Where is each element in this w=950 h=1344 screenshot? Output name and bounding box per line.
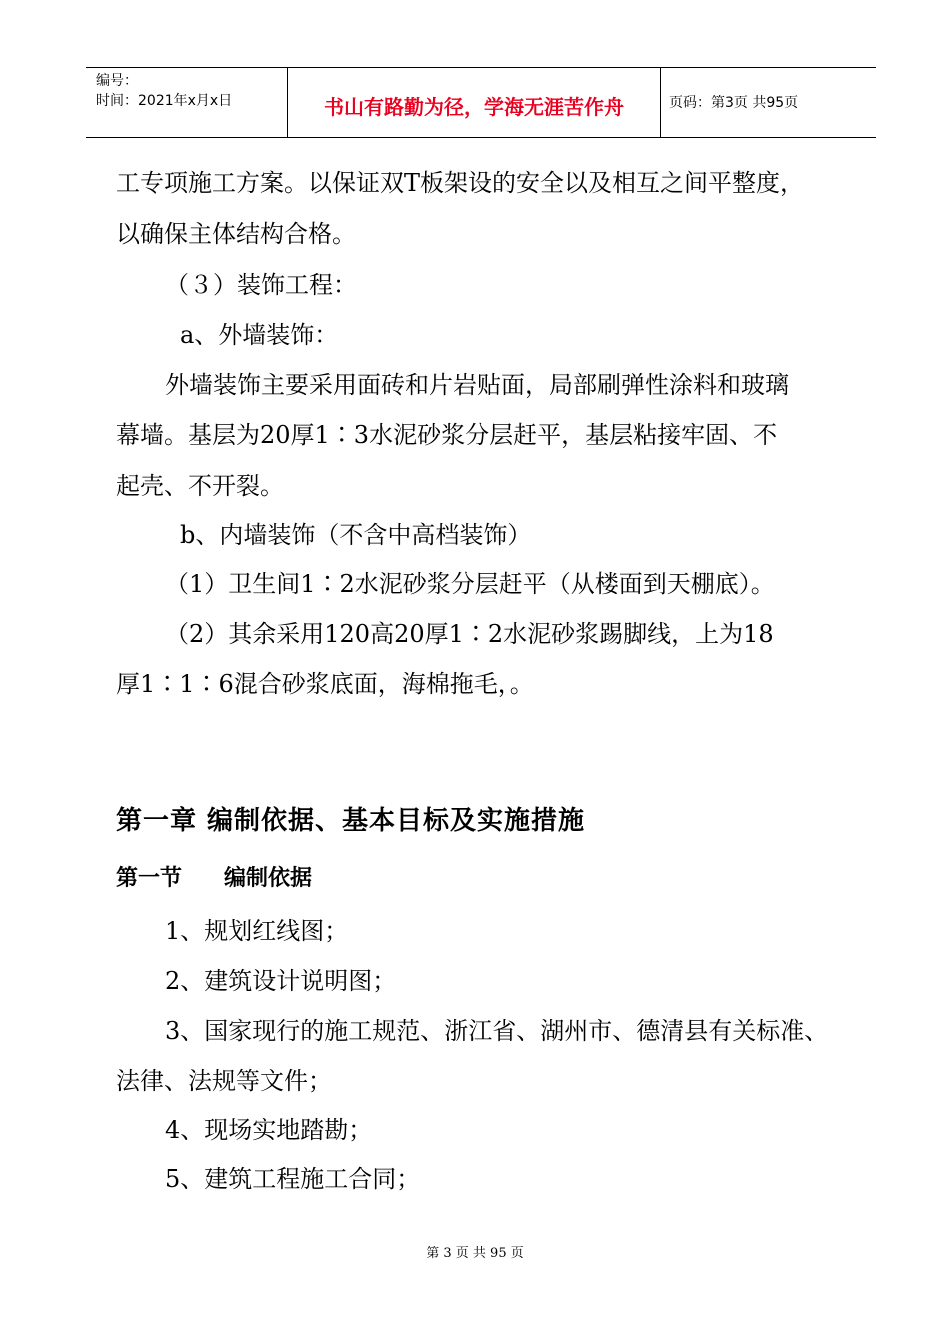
body-line-10: （2）其余采用120高20厚1∶2水泥砂浆踢脚线，上为18	[165, 620, 774, 648]
motto-text: 书山有路勤为径，学海无涯苦作舟	[324, 95, 624, 119]
body-line-2: 以确保主体结构合格。	[116, 220, 356, 248]
header-page-cell	[661, 68, 876, 137]
chapter-title: 第一章 编制依据、基本目标及实施措施	[116, 806, 586, 836]
body-line-7: 起壳、不开裂。	[116, 472, 284, 500]
body-line-3: （３）装饰工程：	[165, 271, 357, 299]
body-line-9: （1）卫生间1∶2水泥砂浆分层赶平（从楼面到天棚底）。	[165, 570, 775, 598]
page-footer: 第 3 页 共 95 页	[426, 1246, 524, 1261]
list-item: 4、现场实地踏勘；	[165, 1116, 373, 1144]
document-header	[86, 67, 876, 138]
serial-label: 编号：	[96, 73, 138, 89]
body-line-11: 厚1∶1∶6混合砂浆底面，海棉拖毛，。	[116, 670, 534, 698]
body-line-1: 工专项施工方案。以保证双T板架设的安全以及相互之间平整度，	[116, 169, 805, 197]
header-motto-cell	[287, 68, 661, 137]
body-line-8: b、内墙装饰（不含中高档装饰）	[180, 521, 532, 549]
page-info: 页码：第3页 共95页	[669, 95, 799, 111]
header-meta-cell	[86, 68, 286, 137]
list-item: 1、规划红线图；	[165, 917, 349, 945]
body-line-5: 外墙装饰主要采用面砖和片岩贴面，局部刷弹性涂料和玻璃	[165, 371, 789, 399]
body-line-4: a、外墙装饰：	[180, 321, 339, 349]
list-item: 2、建筑设计说明图；	[165, 967, 397, 995]
section-number: 第一节	[116, 866, 183, 891]
section-title: 编制依据	[224, 866, 313, 891]
list-item: 3、国家现行的施工规范、浙江省、湖州市、德清县有关标准、	[165, 1017, 829, 1045]
time-label: 时间：2021年x月x日	[96, 93, 233, 109]
list-item-continuation: 法律、法规等文件；	[116, 1067, 332, 1095]
body-line-6: 幕墙。基层为20厚1∶3水泥砂浆分层赶平，基层粘接牢固、不	[116, 421, 778, 449]
section-heading	[116, 864, 312, 894]
list-item: 5、建筑工程施工合同；	[165, 1165, 421, 1193]
